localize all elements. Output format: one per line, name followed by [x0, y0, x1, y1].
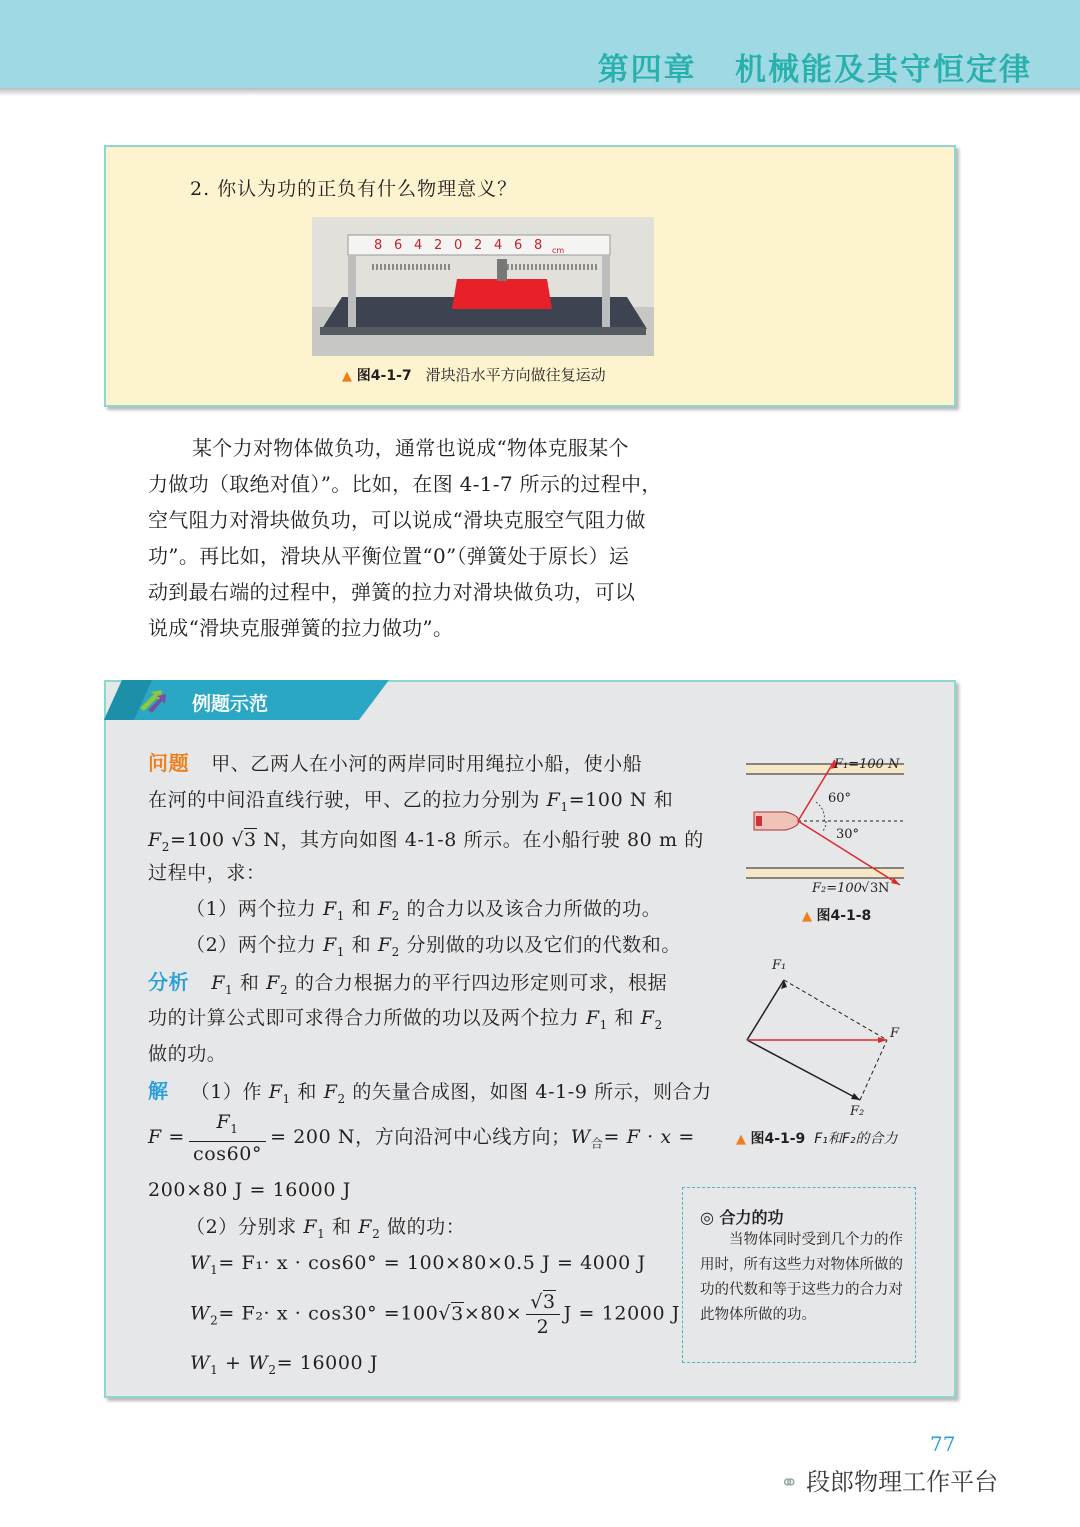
f1-label: F₁=100 N	[834, 757, 900, 772]
figure-4-1-8-caption	[802, 905, 871, 925]
subscript: 2	[279, 982, 289, 997]
paragraph-line: 说成“滑块克服弹簧的拉力做功”。	[148, 616, 454, 640]
sqrt-symbol: √	[231, 829, 244, 851]
radicand: 3	[542, 1291, 556, 1313]
subscript: 1	[560, 799, 569, 814]
subscript: 1	[599, 1017, 608, 1032]
analysis-line-3: 做的功。	[148, 1043, 227, 1065]
numerator	[526, 1290, 559, 1315]
symbol: F	[585, 1007, 600, 1029]
text: =100	[170, 829, 232, 851]
paragraph-line: 力做功（取绝对值）”。比如，在图 4-1-7 所示的过程中，	[148, 472, 662, 496]
denominator: cos60°	[192, 1142, 263, 1165]
subscript: 2	[161, 839, 171, 854]
symbol: F	[322, 898, 337, 920]
figure-number: 图4-1-7	[356, 368, 412, 384]
symbol: W	[190, 1252, 211, 1274]
paragraph-line: 空气阻力对滑块做负功，可以说成“滑块克服空气阻力做	[148, 508, 646, 532]
example-banner-label: 例题示范	[192, 693, 269, 715]
watermark-text: 段郎物理工作平台	[806, 1468, 999, 1496]
subscript: 1	[336, 908, 345, 923]
wechat-icon: ⚭	[780, 1471, 799, 1496]
ruler-tick: 0	[454, 238, 463, 253]
symbol: W	[248, 1352, 269, 1374]
subscript: 2	[391, 944, 400, 959]
triangle-icon: ▲	[802, 909, 812, 924]
text: 和	[233, 972, 267, 994]
subscript: 1	[282, 1091, 291, 1106]
problem-line-1	[148, 745, 642, 782]
text: N，其方向如图 4-1-8 所示。在小船行驶 80 m 的	[256, 829, 704, 851]
text: 和	[325, 1216, 359, 1238]
ruler-tick: 8	[374, 238, 383, 253]
text: 甲、乙两人在小河的两岸同时用绳拉小船，使小船	[211, 753, 643, 775]
analysis-tag: 分析	[148, 970, 190, 994]
text: = F₁· x · cos60° = 100×80×0.5 J = 4000 J	[218, 1252, 646, 1274]
ruler-tick: 8	[534, 238, 543, 253]
radicand: 3	[451, 1302, 464, 1325]
chapter-title	[598, 44, 1032, 89]
subscript: 1	[230, 1121, 239, 1136]
equation-sum: $W_1 + W_2= 16000$ J	[190, 1352, 379, 1377]
problem-line-4: 过程中，求：	[148, 862, 266, 884]
resultant-f-label: F	[890, 1026, 900, 1041]
paragraph-line: 某个力对物体做负功，通常也说成“物体克服某个	[192, 436, 629, 460]
text: （1）作	[190, 1081, 269, 1103]
text: （2）分别求	[186, 1216, 304, 1238]
fraction	[189, 1110, 266, 1166]
symbol: F	[148, 829, 162, 851]
symbol: F	[640, 1007, 655, 1029]
symbol: F	[377, 898, 392, 920]
paragraph-line: 动到最右端的过程中，弹簧的拉力对滑块做负功，可以	[148, 580, 636, 604]
f2-unit: N	[878, 881, 890, 892]
symbol: F	[322, 934, 337, 956]
text: 在河的中间沿直线行驶，甲、乙的拉力分别为	[148, 789, 547, 811]
subscript: 2	[372, 1226, 381, 1241]
ruler-tick: 4	[494, 238, 503, 253]
text: =100 N 和	[568, 789, 674, 811]
chapter-name: 机械能及其守恒定律	[735, 52, 1032, 88]
symbol: F	[377, 934, 392, 956]
text: 的合力以及该合力所做的功。	[399, 898, 662, 920]
text: 和	[607, 1007, 641, 1029]
text: ×80×	[463, 1302, 523, 1325]
subscript: 2	[391, 908, 400, 923]
header-shadow	[0, 88, 1080, 96]
text: 功的计算公式即可求得合力所做的功以及两个拉力	[148, 1007, 586, 1029]
text: 分别做的功以及它们的代数和。	[399, 934, 681, 956]
text: = F₂· x · cos30° =100	[218, 1302, 439, 1325]
ruler-tick: 2	[474, 238, 483, 253]
triangle-icon: ▲	[736, 1132, 746, 1147]
symbol: W	[190, 1302, 211, 1325]
figure-4-1-7-photo	[312, 217, 654, 356]
text: 做的功：	[380, 1216, 466, 1238]
ruler-tick: 2	[434, 238, 443, 253]
text: 的合力根据力的平行四边形定则可求，根据	[288, 972, 668, 994]
f2-radicand: 3	[870, 881, 879, 892]
f1-label: F₁	[772, 958, 787, 973]
equation-w2	[190, 1290, 680, 1339]
figure-4-1-9-diagram	[742, 955, 912, 1120]
figure-caption-text: F₁和F₂的合力	[814, 1131, 898, 1147]
f2-sqrt-symbol: √	[861, 881, 870, 892]
symbol: W	[190, 1352, 211, 1374]
text: （1）两个拉力	[186, 898, 323, 920]
solution-tag: 解	[148, 1079, 169, 1103]
subscript: 合	[590, 1136, 604, 1151]
symbol: F	[546, 789, 561, 811]
symbol: F	[216, 1111, 231, 1133]
f2-label: F₂=100	[812, 881, 862, 892]
problem-tag: 问题	[148, 751, 190, 775]
symbol: F	[323, 1081, 338, 1103]
ruler-unit: cm	[552, 246, 565, 255]
solution-line-3: 200×80 J = 16000 J	[148, 1179, 351, 1201]
side-note-title: ◎ 合力的功	[700, 1208, 784, 1227]
subscript: 2	[654, 1017, 663, 1032]
subscript: 2	[210, 1313, 219, 1328]
watermark	[780, 1462, 998, 1497]
symbol: F	[303, 1216, 318, 1238]
equation-w1	[190, 1245, 646, 1288]
symbol: W	[570, 1125, 591, 1148]
subscript: 1	[210, 1262, 219, 1277]
text: 和	[344, 898, 378, 920]
symbol: F	[266, 972, 280, 994]
text: 和	[290, 1081, 324, 1103]
subscript: 2	[268, 1362, 277, 1377]
figure-4-1-9-caption	[736, 1128, 898, 1148]
figure-4-1-8-diagram	[744, 752, 910, 892]
symbol: F	[268, 1081, 283, 1103]
subscript: 1	[317, 1226, 326, 1241]
problem-line-2	[148, 782, 673, 825]
radicand: 3	[244, 829, 257, 851]
text: 和	[344, 934, 378, 956]
text: J = 12000 J	[563, 1302, 680, 1325]
text: （2）两个拉力	[186, 934, 323, 956]
triangle-icon: ▲	[342, 369, 352, 384]
text: = 16000 J	[276, 1352, 379, 1374]
subscript: 2	[337, 1091, 346, 1106]
figure-number: 图4-1-9	[750, 1131, 806, 1147]
ruler-tick: 6	[514, 238, 523, 253]
fraction	[526, 1290, 559, 1339]
chapter-number: 第四章	[597, 52, 697, 88]
angle-30-label: 30°	[836, 827, 860, 842]
ruler-tick: 4	[414, 238, 423, 253]
symbol: F	[358, 1216, 373, 1238]
text: = F · x =	[603, 1125, 695, 1148]
text: 的矢量合成图，如图 4-1-9 所示，则合力	[345, 1081, 712, 1103]
sqrt-symbol: √	[438, 1302, 452, 1325]
sqrt-symbol: √	[530, 1291, 543, 1313]
figure-number: 图4-1-8	[816, 908, 872, 924]
ruler-tick: 6	[394, 238, 403, 253]
solution-line-2	[148, 1110, 695, 1166]
angle-60-label: 60°	[828, 791, 852, 806]
numerator	[189, 1110, 266, 1142]
paragraph-line: 功”。再比如，滑块从平衡位置“0”（弹簧处于原长）运	[148, 544, 630, 568]
denominator: 2	[536, 1316, 550, 1338]
subscript: 1	[225, 982, 234, 997]
f2-label: F₂	[850, 1104, 865, 1119]
figure-4-1-7-caption	[342, 364, 606, 385]
subscript: 1	[336, 944, 345, 959]
text: = 200 N，方向沿河中心线方向；	[270, 1125, 571, 1148]
discussion-question: 2. 你认为功的正负有什么物理意义？	[190, 178, 518, 200]
text: F =	[148, 1125, 185, 1148]
side-note-body: 当物体同时受到几个力的作用时，所有这些力对物体所做的功的代数和等于这些力的合力对此物体所做的功。	[700, 1232, 903, 1323]
subscript: 1	[210, 1362, 219, 1377]
symbol: F	[211, 972, 225, 994]
page-number: 77	[930, 1432, 956, 1456]
figure-caption-text: 滑块沿水平方向做往复运动	[425, 366, 606, 384]
